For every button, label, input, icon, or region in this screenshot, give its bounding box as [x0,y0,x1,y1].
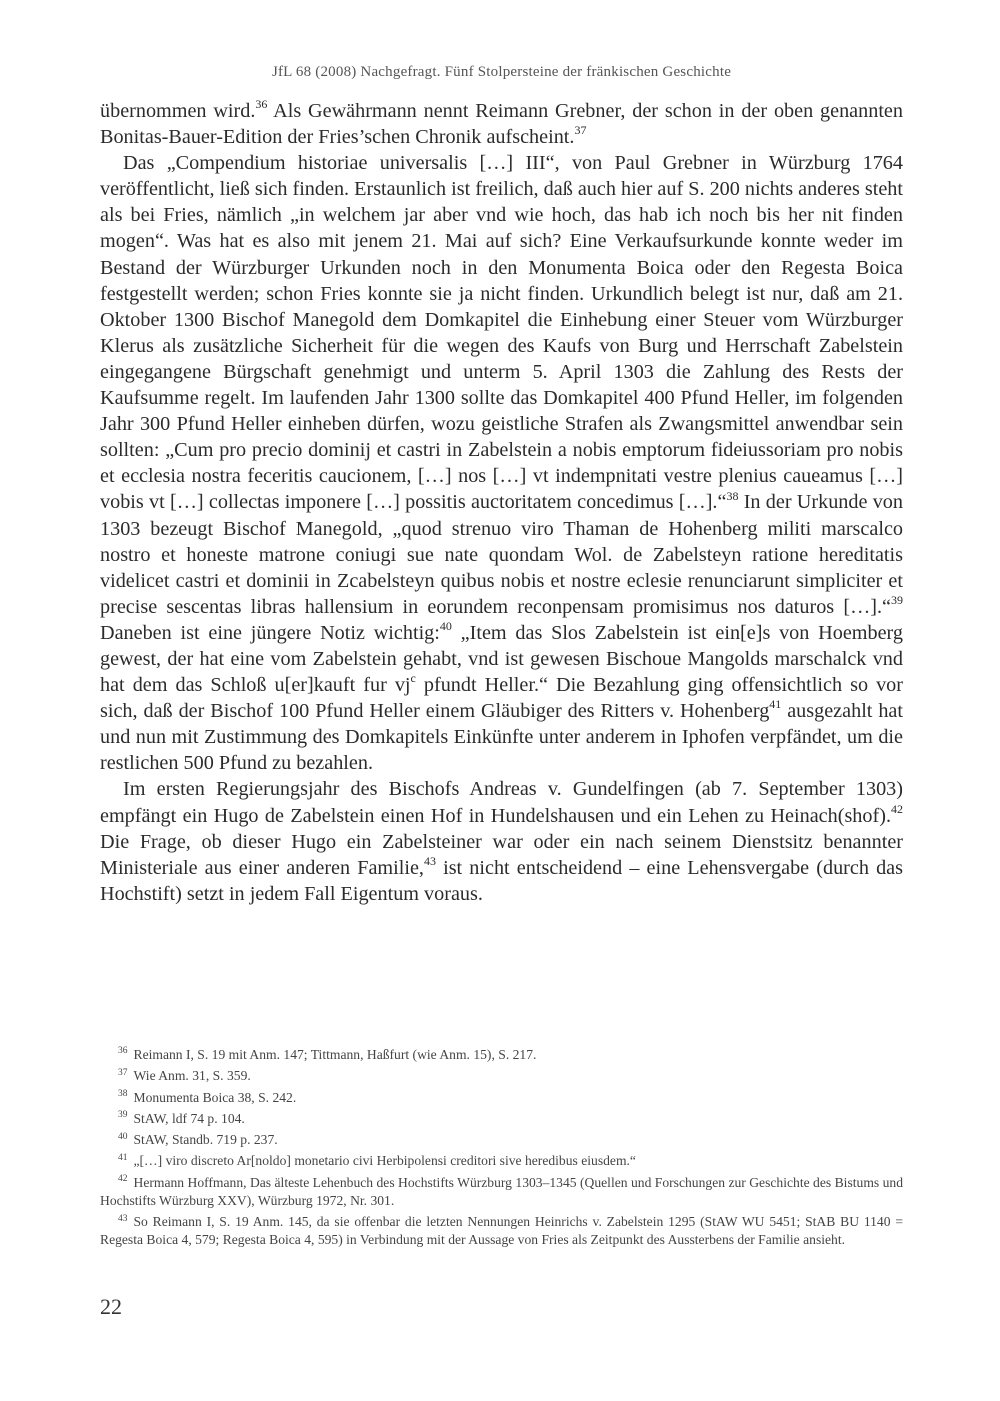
footnote-text: StAW, Standb. 719 p. 237. [133,1132,278,1148]
footnote-36 [100,1046,903,1064]
footnote-text: Hermann Hoffmann, Das älteste Lehenbuch des Hochstifts Würzburg 1303–1345 (Quellen und Forschungen zur Geschichte des Bistums und Hochstifts Würzburg XXV), Würzburg 1972, Nr. 301. [100,1174,903,1208]
footnote-text: So Reimann I, S. 19 Anm. 145, da sie offenbar die letzten Nennungen Heinrichs v. Zabelstein 1295 (StAW WU 5451; StAB BU 1140 = Regesta Boica 4, 579; Regesta Boica 4, 595) in Verbindung mit der Aussage von Fries als Zeitpunkt des Aussterbens der Familie ansieht. [100,1214,903,1248]
footnote-number: 37 [118,1067,128,1078]
footnote-38 [100,1089,903,1107]
paragraph-3 [100,776,903,906]
footnote-ref-36[interactable]: 36 [255,97,268,112]
text-span: Das „Compendium historiae universalis […] III“, von Paul Grebner in Würzburg 1764 veröffentlicht, ließ sich finden. Erstaunlich ist freilich, daß auch hier auf S. 200 nichts anderes steht als bei Fries, nämlich „in welchem jar aber vnd wie hoch, das hab ich noch bis her nit finden mogen“. Was hat es also mit jenem 21. Mai auf sich? Eine Verkaufsurkunde konnte weder im Bestand der Würzburger Urkunden noch in den Monumenta Boica oder den Regesta Boica festgestellt werden; schon Fries konnte sie ja nicht finden. Urkundlich belegt ist nur, daß am 21. Oktober 1300 Bischof Manegold dem Domkapitel die Einhebung einer Steuer vom Würzburger Klerus als zusätzliche Sicherheit für die wegen des Kaufs von Burg und Herrschaft Zabelstein eingegangene Bürgschaft genehmigt und unterm 5. April 1303 die Zahlung des Rests der Kaufsumme regelt. Im laufenden Jahr 1300 sollte das Domkapitel 400 Pfund Heller, im folgenden Jahr 300 Pfund Heller einheben dürfen, wozu geistliche Strafen als Zwangsmittel anwendbar sein sollten: „Cum pro precio dominij et castri in Zabelstein a nobis emptorum fideiussoriam pro nobis et ecclesia nostra feceritis caucionem, […] nos […] vt indempnitati vestre plenius caueamus […] vobis vt […] collectas imponere […] possitis auctoritatem concedimus […].“ [100,152,903,514]
footnote-ref-42[interactable]: 42 [891,801,903,816]
text-span: Daneben ist eine jüngere Notiz wichtig: [100,621,440,644]
footnote-43 [100,1213,903,1249]
footnote-number: 36 [118,1046,128,1057]
text-span: pfundt Heller.“ Die Bezahlung ging offensichtlich so vor sich, daß der Bischof 100 Pfund Heller einem Gläubiger des Ritters v. Hohenberg [100,674,903,723]
text-span: Als Gewährmann nennt Reimann Grebner, der schon in der oben genannten Bonitas-Bauer-Edition der Fries’schen Chronik aufscheint. [100,100,903,149]
footnote-42 [100,1174,903,1210]
footnote-text: StAW, ldf 74 p. 104. [133,1110,245,1126]
text-span: ist nicht entscheidend – eine Lehensvergabe (durch das Hochstift) setzt in jedem Fall Eigentum voraus. [100,856,903,905]
footnote-number: 42 [118,1174,128,1185]
paragraph-1 [100,98,903,150]
body-text [100,98,903,907]
footnote-37 [100,1067,903,1085]
footnote-ref-39[interactable]: 39 [891,593,903,608]
paragraph-2 [100,150,903,776]
text-span: übernommen wird. [100,100,256,122]
footnote-41 [100,1152,903,1170]
text-span: In der Urkunde von 1303 bezeugt Bischof Manegold, „quod strenuo viro Thaman de Hohenberg militi marscalco nostro et honeste matrone coniugi sue nate quondam Wol. de Zabelsteyn ratione hereditatis videlicet castri et dominii in Zcabelsteyn quibus nobis et nostre eclesie renunciarunt simpliciter et precise sescentas libras hallensium in eorundem reconpensam promisimus nos daturos […].“ [100,491,903,618]
footnote-ref-41[interactable]: 41 [769,697,782,712]
footnote-text: „[…] viro discreto Ar[noldo] monetario civi Herbipolensi creditori sive heredibus eiusdem.“ [133,1153,636,1169]
footnote-text: Wie Anm. 31, S. 359. [133,1068,251,1084]
superscript-c: c [410,671,416,686]
text-span: „Item das Slos Zabelstein ist ein[e]s von Hoemberg gewest, der hat eine vom Zabelstein gehabt, vnd ist gewesen Bischoue Mangolds marschalck vnd hat dem das Schloß u[er]kauft fur vj [100,621,903,697]
footnote-number: 41 [118,1152,128,1163]
footnote-text: Monumenta Boica 38, S. 242. [133,1089,297,1105]
text-span: Die Frage, ob dieser Hugo ein Zabelsteiner war oder ein nach seinem Dienstsitz benannter Ministeriale aus einer anderen Familie, [100,830,903,879]
footnote-number: 43 [118,1213,128,1224]
footnote-ref-38[interactable]: 38 [726,488,739,503]
page-number: 22 [100,1294,122,1319]
footnote-number: 40 [118,1131,128,1142]
footnotes [100,1046,903,1252]
footnote-ref-43[interactable]: 43 [423,853,436,868]
text-span: ausgezahlt hat und nun mit Zustimmung des Domkapitels Einkünfte unter anderem in Iphofen verpfändet, um die restlichen 500 Pfund zu bezahlen. [100,700,904,775]
footnote-number: 38 [118,1089,128,1100]
footnote-number: 39 [118,1110,128,1121]
running-head: JfL 68 (2008) Nachgefragt. Fünf Stolpersteine der fränkischen Geschichte [271,64,732,80]
footnote-40 [100,1131,903,1149]
footnote-39 [100,1110,903,1128]
footnote-ref-40[interactable]: 40 [439,619,452,634]
text-span: Im ersten Regierungsjahr des Bischofs Andreas v. Gundelfingen (ab 7. September 1303) empfängt ein Hugo de Zabelstein einen Hof in Hundelshausen und ein Lehen zu Heinach(shof). [100,778,903,827]
footnote-ref-37[interactable]: 37 [574,123,587,138]
footnote-text: Reimann I, S. 19 mit Anm. 147; Tittmann, Haßfurt (wie Anm. 15), S. 217. [133,1047,537,1062]
